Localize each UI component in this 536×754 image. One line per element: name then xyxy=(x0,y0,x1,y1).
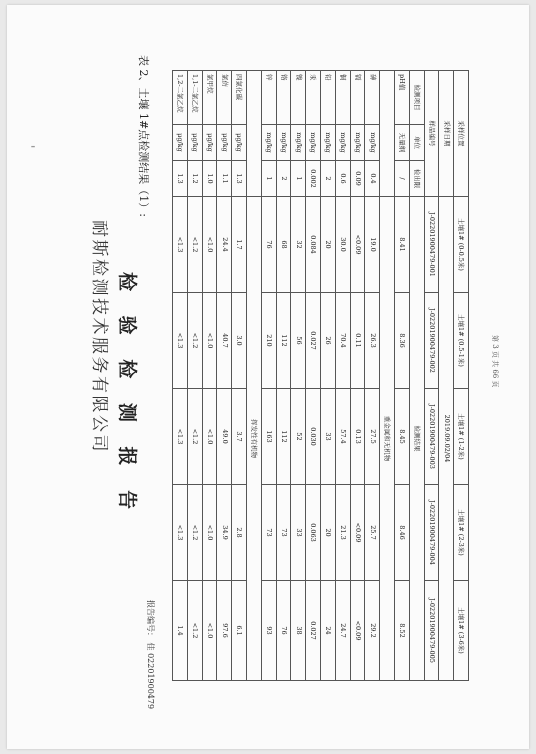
sample-number-cell: J-02201900479-002 xyxy=(424,293,439,389)
result-cell: 30.0 xyxy=(335,197,350,293)
result-cell: 26.3 xyxy=(365,293,380,389)
unit-cell: mg/kg xyxy=(306,125,321,161)
unit-cell: μg/kg xyxy=(187,125,202,161)
result-cell: 73 xyxy=(261,485,276,581)
header-unit: 单位 xyxy=(409,125,424,161)
sample-number-label: 样品编号 xyxy=(424,71,439,197)
table-row xyxy=(276,71,291,681)
result-cell: 27.5 xyxy=(365,389,380,485)
analyte-name: 四氯化碳 xyxy=(232,71,247,125)
result-cell: <1.2 xyxy=(187,485,202,581)
company-name: 耐斯检测技术服务有限公司 xyxy=(89,220,109,454)
analyte-name: 铬 xyxy=(276,71,291,125)
unit-cell: mg/kg xyxy=(291,125,306,161)
result-cell: 38 xyxy=(291,581,306,681)
unit-cell: 无量纲 xyxy=(395,125,410,161)
result-cell: 97.6 xyxy=(217,581,232,681)
result-cell: 112 xyxy=(276,389,291,485)
result-cell: 0.11 xyxy=(350,293,365,389)
section-title: 挥发性有机物 xyxy=(247,197,262,681)
detection-limit-cell: 1.3 xyxy=(232,161,247,197)
result-cell: <1.0 xyxy=(202,581,217,681)
result-cell: 25.7 xyxy=(365,485,380,581)
unit-cell: mg/kg xyxy=(321,125,336,161)
result-cell: <1.3 xyxy=(173,485,188,581)
unit-cell: mg/kg xyxy=(350,125,365,161)
location-label: 采样位置 xyxy=(454,71,469,197)
section-row xyxy=(247,71,262,681)
result-cell: 33 xyxy=(321,389,336,485)
analyte-name: 砷 xyxy=(365,71,380,125)
detection-limit-cell: 1.2 xyxy=(187,161,202,197)
detection-limit-cell: 2 xyxy=(276,161,291,197)
location-cell: 土壤1# (0.5-1米) xyxy=(454,293,469,389)
result-cell: 1.7 xyxy=(232,197,247,293)
detection-limit-cell: / xyxy=(395,161,410,197)
result-cell: 56 xyxy=(291,293,306,389)
table-row xyxy=(335,71,350,681)
date-row xyxy=(439,71,454,681)
location-cell: 土壤1# (0-0.5米) xyxy=(454,197,469,293)
analyte-name: 铅 xyxy=(321,71,336,125)
analyte-name: 1,2-二氯乙烷 xyxy=(173,71,188,125)
result-cell: 6.1 xyxy=(232,581,247,681)
unit-cell: μg/kg xyxy=(232,125,247,161)
table-row xyxy=(217,71,232,681)
result-cell: 26 xyxy=(321,293,336,389)
result-cell: 24.4 xyxy=(217,197,232,293)
location-cell: 土壤1# (3-6米) xyxy=(454,581,469,681)
result-cell: 8.45 xyxy=(395,389,410,485)
result-cell: 210 xyxy=(261,293,276,389)
result-cell: 8.36 xyxy=(395,293,410,389)
table-row xyxy=(350,71,365,681)
result-cell: 19.0 xyxy=(365,197,380,293)
result-cell: <0.09 xyxy=(350,485,365,581)
analyte-name: 汞 xyxy=(306,71,321,125)
table-row xyxy=(365,71,380,681)
unit-cell: mg/kg xyxy=(261,125,276,161)
table-row xyxy=(202,71,217,681)
result-cell: 8.52 xyxy=(395,581,410,681)
analyte-name: 氯仿 xyxy=(217,71,232,125)
result-cell: <1.2 xyxy=(187,581,202,681)
result-cell: <0.09 xyxy=(350,581,365,681)
table-row xyxy=(291,71,306,681)
result-cell: <1.3 xyxy=(173,389,188,485)
table-row xyxy=(306,71,321,681)
result-cell: <1.0 xyxy=(202,485,217,581)
result-cell: 52 xyxy=(291,389,306,485)
result-cell: 73 xyxy=(276,485,291,581)
detection-limit-cell: 0.09 xyxy=(350,161,365,197)
table-row xyxy=(173,71,188,681)
result-cell: 57.4 xyxy=(335,389,350,485)
sample-number-row xyxy=(424,71,439,681)
result-cell: <1.2 xyxy=(187,197,202,293)
table-caption: 表 2、土壤 1#点检测结果（1）: xyxy=(137,55,150,217)
result-cell: 0.027 xyxy=(306,293,321,389)
analyte-name: 镉 xyxy=(350,71,365,125)
result-cell: <0.09 xyxy=(350,197,365,293)
unit-cell: mg/kg xyxy=(276,125,291,161)
page-indicator: 第 3 页 共 66 页 xyxy=(491,335,499,388)
location-row xyxy=(454,71,469,681)
detection-limit-cell: 2 xyxy=(321,161,336,197)
result-cell: <1.3 xyxy=(173,197,188,293)
report-number: 报告编号： 佳 02201900479 xyxy=(146,600,155,710)
result-cell: 40.7 xyxy=(217,293,232,389)
section-spacer xyxy=(247,71,262,197)
analyte-name: pH值 xyxy=(395,71,410,125)
location-cell: 土壤1# (1-2米) xyxy=(454,389,469,485)
result-cell: <1.2 xyxy=(187,293,202,389)
result-cell: 3.0 xyxy=(232,293,247,389)
result-cell: 0.063 xyxy=(306,485,321,581)
report-title: 检 验 检 测 报 告 xyxy=(116,272,138,519)
result-cell: 34.9 xyxy=(217,485,232,581)
location-cell: 土壤1# (2-3米) xyxy=(454,485,469,581)
result-cell: 8.41 xyxy=(395,197,410,293)
section-spacer xyxy=(380,71,395,197)
sample-number-cell: J-02201900479-004 xyxy=(424,485,439,581)
result-cell: 0.084 xyxy=(306,197,321,293)
header-row xyxy=(409,71,424,681)
table-row xyxy=(261,71,276,681)
header-results: 检测结果 xyxy=(409,197,424,681)
unit-cell: μg/kg xyxy=(202,125,217,161)
section-title: 重金属和无机物 xyxy=(380,197,395,681)
sample-number-cell: J-02201900479-003 xyxy=(424,389,439,485)
detection-limit-cell: 1.0 xyxy=(202,161,217,197)
result-cell: 1.4 xyxy=(173,581,188,681)
result-cell: 76 xyxy=(261,197,276,293)
result-cell: 21.3 xyxy=(335,485,350,581)
detection-limit-cell: 0.4 xyxy=(365,161,380,197)
date-label: 采样日期 xyxy=(439,71,454,197)
detection-limit-cell: 0.6 xyxy=(335,161,350,197)
analyte-name: 氯甲烷 xyxy=(202,71,217,125)
section-row xyxy=(380,71,395,681)
result-cell: 2.8 xyxy=(232,485,247,581)
header-detection-limit: 检出限 xyxy=(409,161,424,197)
result-cell: 0.13 xyxy=(350,389,365,485)
unit-cell: mg/kg xyxy=(365,125,380,161)
result-cell: 20 xyxy=(321,197,336,293)
sample-number-cell: J-02201900479-001 xyxy=(424,197,439,293)
result-cell: 33 xyxy=(291,485,306,581)
result-cell: 0.027 xyxy=(306,581,321,681)
detection-limit-cell: 1 xyxy=(291,161,306,197)
result-cell: 32 xyxy=(291,197,306,293)
soil-results-table xyxy=(172,70,469,681)
detection-limit-cell: 1.3 xyxy=(173,161,188,197)
table-row xyxy=(187,71,202,681)
result-cell: 68 xyxy=(276,197,291,293)
result-cell: <1.3 xyxy=(173,293,188,389)
sampling-date: 2019.09.02/04 xyxy=(439,197,454,681)
result-cell: 163 xyxy=(261,389,276,485)
result-cell: 49.0 xyxy=(217,389,232,485)
analyte-name: 1,1-二氯乙烷 xyxy=(187,71,202,125)
header-item: 检测项目 xyxy=(409,71,424,125)
result-cell: 24 xyxy=(321,581,336,681)
result-cell: 8.46 xyxy=(395,485,410,581)
result-cell: 112 xyxy=(276,293,291,389)
result-cell: <1.2 xyxy=(187,389,202,485)
result-cell: 20 xyxy=(321,485,336,581)
result-cell: 24.7 xyxy=(335,581,350,681)
result-cell: 0.030 xyxy=(306,389,321,485)
detection-limit-cell: 0.002 xyxy=(306,161,321,197)
result-cell: <1.0 xyxy=(202,293,217,389)
analyte-name: 铜 xyxy=(335,71,350,125)
result-cell: 93 xyxy=(261,581,276,681)
detection-limit-cell: 1.1 xyxy=(217,161,232,197)
result-cell: 76 xyxy=(276,581,291,681)
table-row xyxy=(232,71,247,681)
result-cell: 70.4 xyxy=(335,293,350,389)
unit-cell: μg/kg xyxy=(173,125,188,161)
result-cell: 29.2 xyxy=(365,581,380,681)
analyte-name: 锌 xyxy=(261,71,276,125)
detection-limit-cell: 1 xyxy=(261,161,276,197)
unit-cell: mg/kg xyxy=(335,125,350,161)
result-cell: <1.0 xyxy=(202,389,217,485)
result-cell: 3.7 xyxy=(232,389,247,485)
result-cell: <1.0 xyxy=(202,197,217,293)
scan-artifact-mark: ⁃ xyxy=(30,140,36,154)
unit-cell: μg/kg xyxy=(217,125,232,161)
sample-number-cell: J-02201900479-005 xyxy=(424,581,439,681)
table-row xyxy=(321,71,336,681)
table-row xyxy=(395,71,410,681)
analyte-name: 镍 xyxy=(291,71,306,125)
